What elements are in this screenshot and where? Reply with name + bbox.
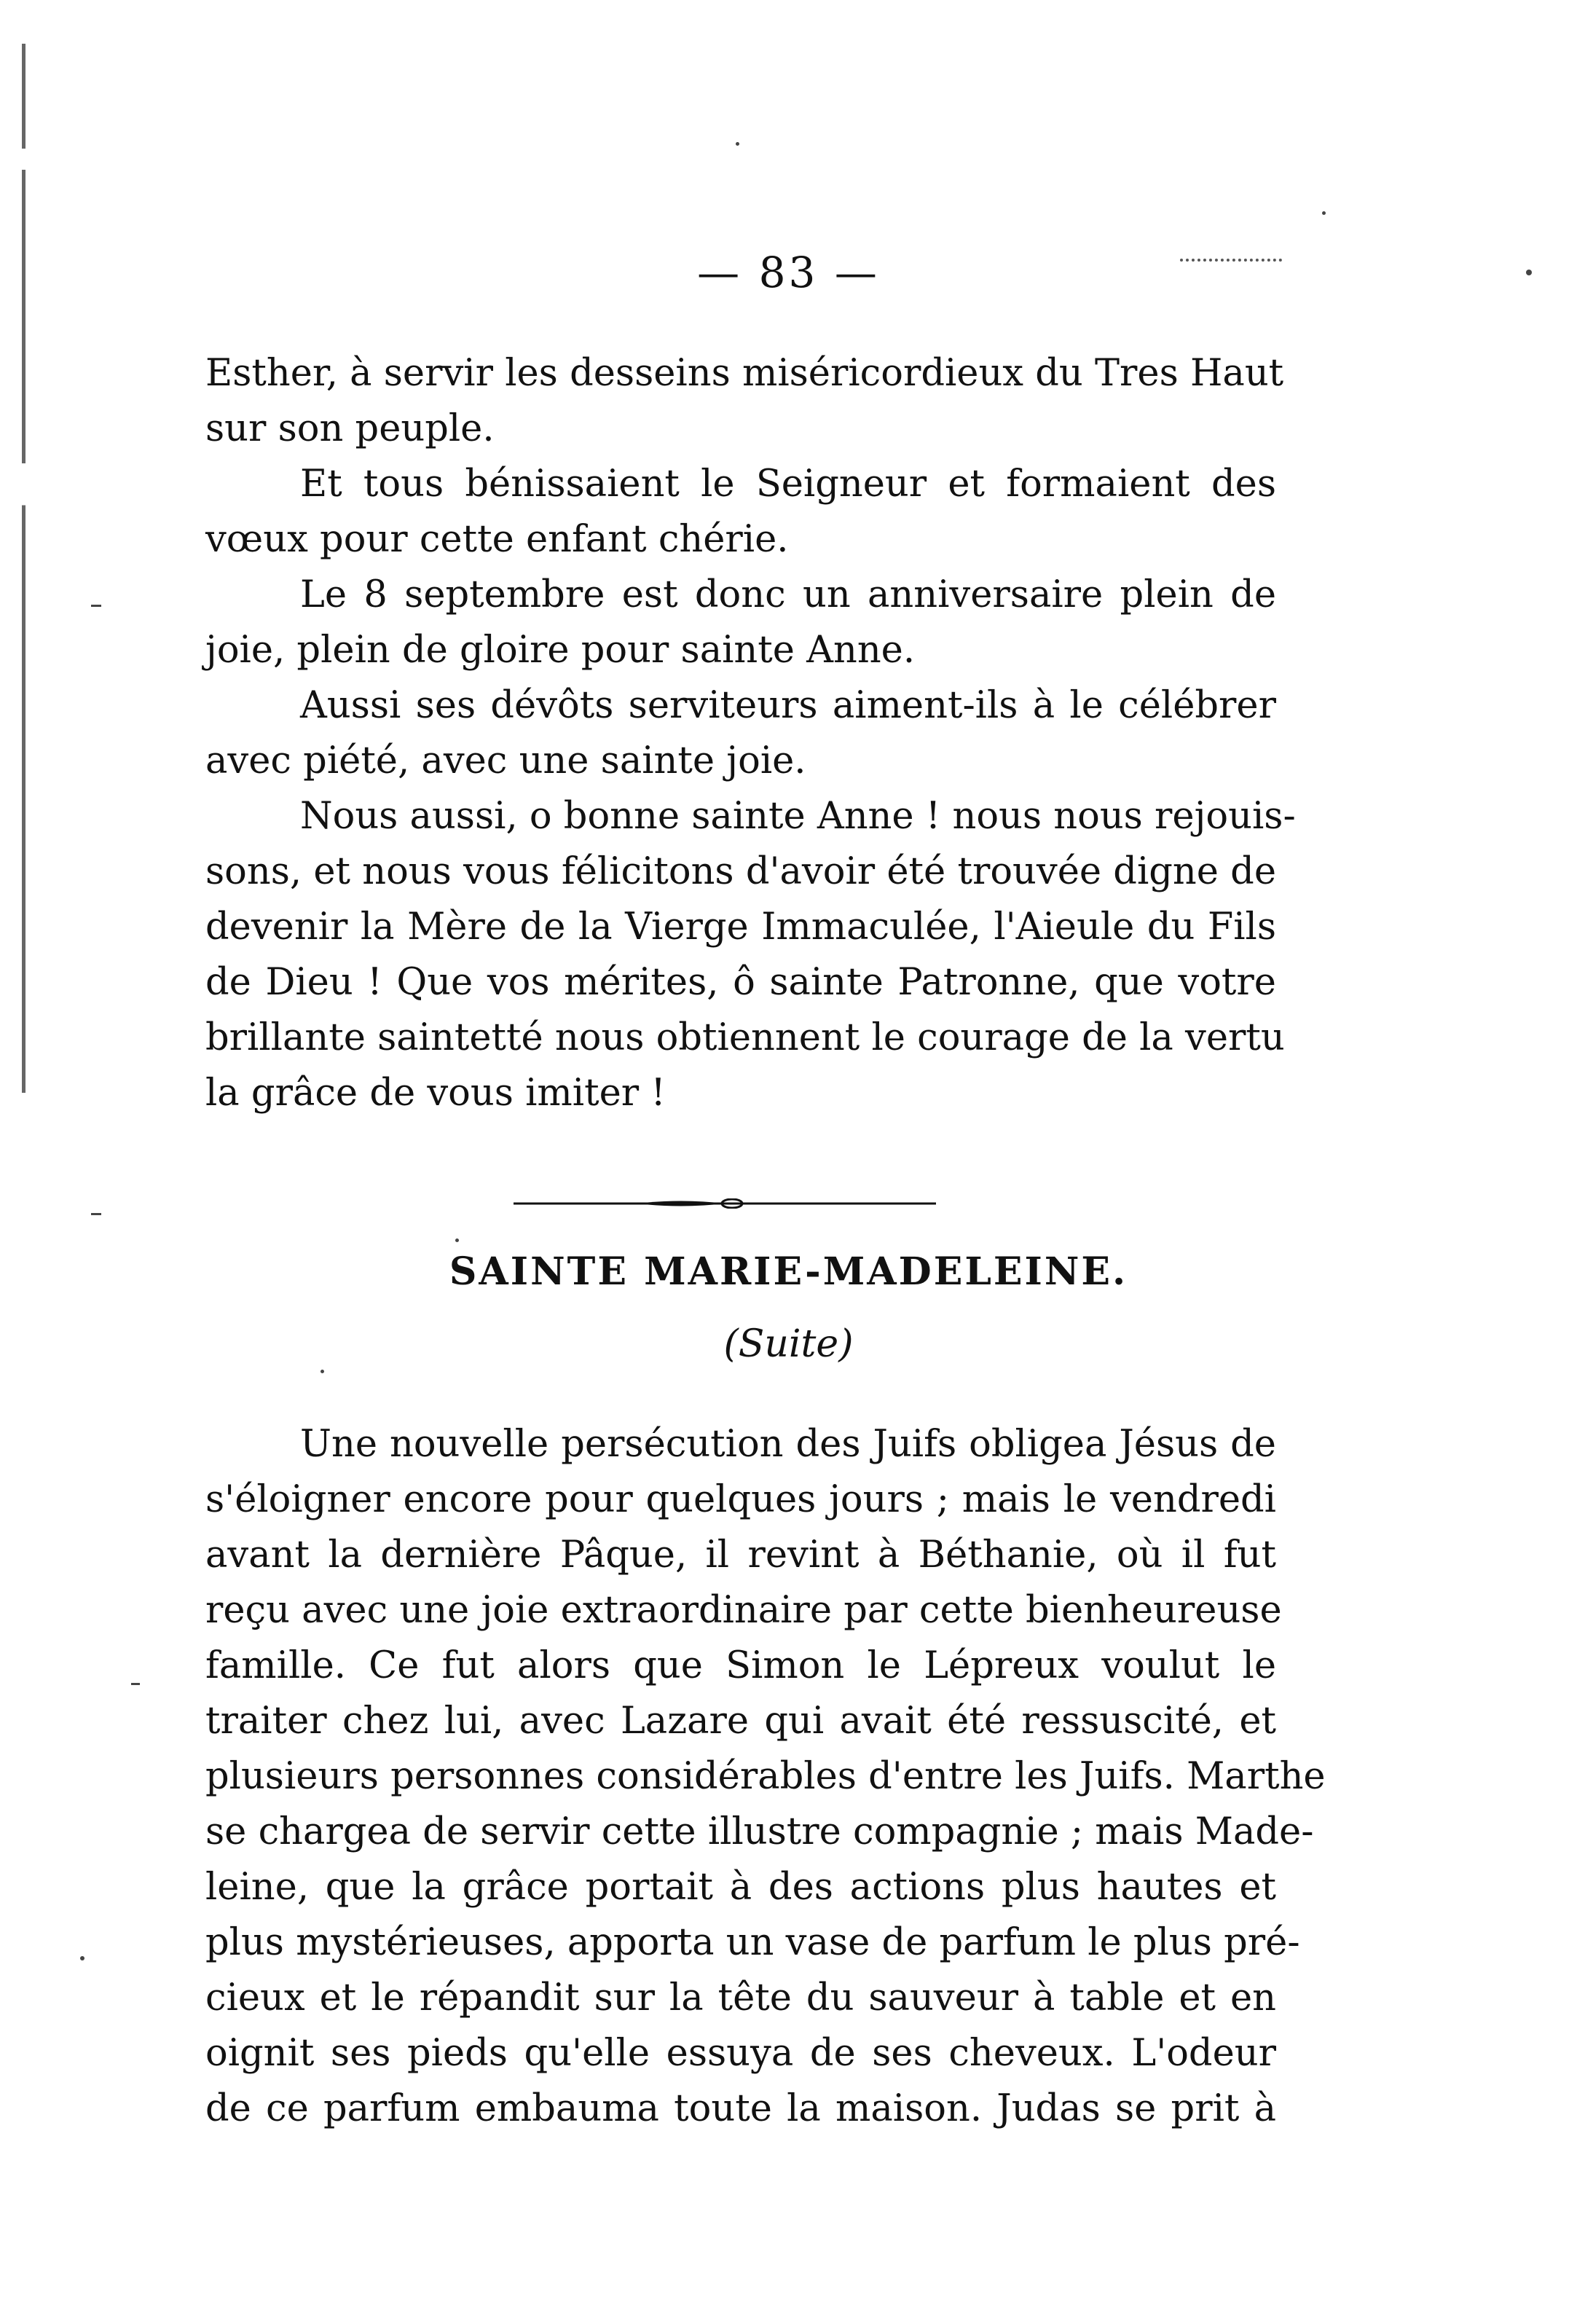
text-line: sons, et nous vous félicitons d'avoir été trouvée digne de xyxy=(205,850,1276,893)
text-line: Et tous bénissaient le Seigneur et formaient des xyxy=(300,463,1276,506)
text-line: Une nouvelle persécution des Juifs obligea Jésus de xyxy=(300,1423,1276,1466)
binding-edge xyxy=(22,44,25,1093)
text-line: plusieurs personnes considérables d'entre les Juifs. Marthe xyxy=(205,1755,1326,1798)
text-line: la grâce de vous imiter ! xyxy=(205,1072,666,1115)
text-line: Nous aussi, o bonne sainte Anne ! nous nous rejouis- xyxy=(300,795,1296,838)
scan-speck xyxy=(131,1683,140,1685)
scan-speck xyxy=(455,1238,459,1242)
text-line: se chargea de servir cette illustre compagnie ; mais Made- xyxy=(205,1810,1314,1853)
text-block-top xyxy=(205,346,1296,1121)
scan-speck xyxy=(320,1370,324,1373)
text-line: de Dieu ! Que vos mérites, ô sainte Patronne, que votre xyxy=(205,961,1276,1004)
text-line: Aussi ses dévôts serviteurs aiment-ils à le célébrer xyxy=(300,684,1276,727)
text-line: de ce parfum embauma toute la maison. Judas se prit à xyxy=(205,2087,1276,2130)
header-dash-mark xyxy=(1180,259,1282,262)
text-block-bottom xyxy=(205,1417,1326,2137)
text-line: brillante saintetté nous obtiennent le courage de la vertu xyxy=(205,1016,1285,1059)
text-line: avec piété, avec une sainte joie. xyxy=(205,739,806,782)
text-line: Esther, à servir les desseins miséricordieux du Tres Haut xyxy=(205,352,1284,395)
scan-speck xyxy=(91,1213,101,1215)
page-number: — 83 — xyxy=(697,248,880,297)
scan-speck xyxy=(91,605,101,607)
text-line: leine, que la grâce portait à des actions plus hautes et xyxy=(205,1866,1276,1909)
text-line: devenir la Mère de la Vierge Immaculée, l'Aieule du Fils xyxy=(205,906,1276,949)
text-line: joie, plein de gloire pour sainte Anne. xyxy=(205,629,916,672)
text-line: reçu avec une joie extraordinaire par cette bienheureuse xyxy=(205,1589,1282,1632)
scan-speck xyxy=(1322,211,1326,215)
text-line: sur son peuple. xyxy=(205,407,495,450)
text-line: vœux pour cette enfant chérie. xyxy=(205,518,789,561)
text-line: plus mystérieuses, apporta un vase de parfum le plus pré- xyxy=(205,1921,1300,1964)
section-subtitle: (Suite) xyxy=(723,1322,854,1366)
text-line: traiter chez lui, avec Lazare qui avait été ressuscité, et xyxy=(205,1700,1276,1743)
text-line: oignit ses pieds qu'elle essuya de ses cheveux. L'odeur xyxy=(205,2032,1276,2075)
text-line: avant la dernière Pâque, il revint à Béthanie, où il fut xyxy=(205,1534,1276,1577)
text-line: famille. Ce fut alors que Simon le Lépreux voulut le xyxy=(205,1644,1276,1687)
section-title: SAINTE MARIE-MADELEINE. xyxy=(449,1249,1128,1294)
text-line: Le 8 septembre est donc un anniversaire plein de xyxy=(300,573,1276,616)
text-line: s'éloigner encore pour quelques jours ; mais le vendredi xyxy=(205,1478,1276,1521)
scan-speck xyxy=(80,1956,84,1960)
scan-speck xyxy=(736,142,739,146)
text-line: cieux et le répandit sur la tête du sauveur à table et en xyxy=(205,1976,1276,2019)
section-divider-ornament xyxy=(514,1198,936,1209)
